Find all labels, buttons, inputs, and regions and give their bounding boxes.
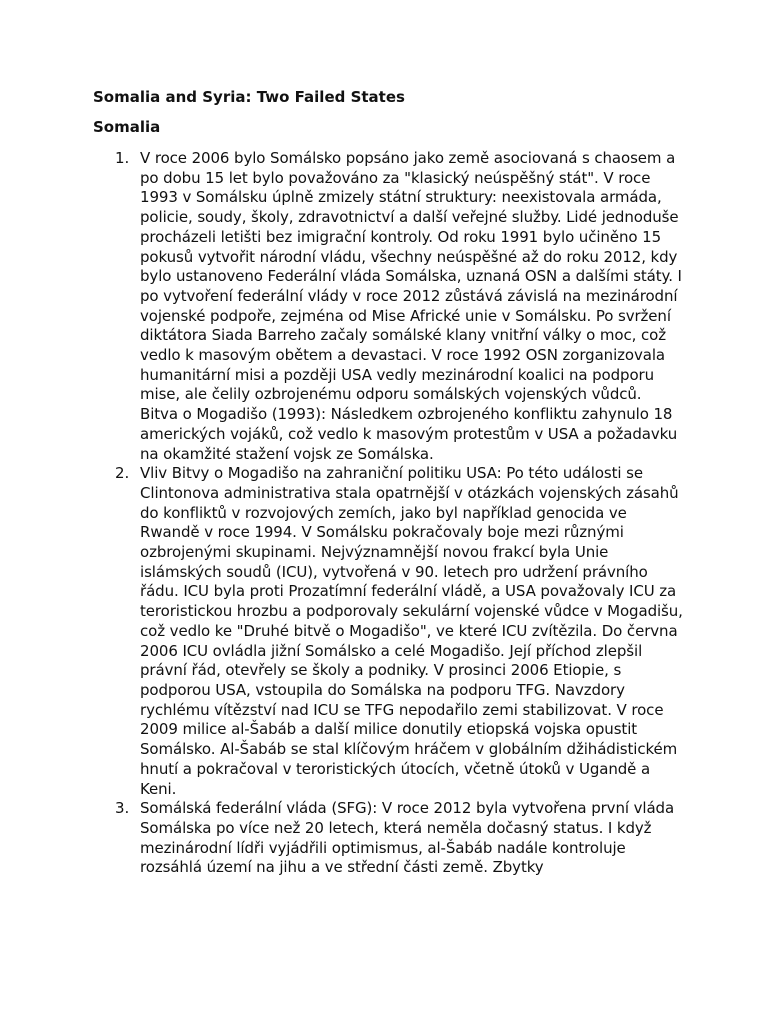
numbered-list — [93, 149, 683, 878]
list-item-text: Vliv Bitvy o Mogadišo na zahraniční politiku USA: Po této události se Clintonova administrativa stala opatrnější v otázkách vojenských zásahů do konfliktů v rozvojových zemích, jako byl například genocida ve Rwandě v roce 1994. V Somálsku pokračovaly boje mezi různými ozbrojenými skupinami. Nejvýznamnější novou frakcí byla Unie islámských soudů (ICU), vytvořená v 90. letech pro udržení právního řádu. ICU byla proti Prozatímní federální vládě, a USA považovaly ICU za teroristickou hrozbu a podporovaly sekulární vojenské vůdce v Mogadišu, což vedlo ke "Druhé bitvě o Mogadišo", ve které ICU zvítězila. Do června 2006 ICU ovládla jižní Somálsko a celé Mogadišo. Její příchod zlepšil právní řád, otevřely se školy a podniky. V prosinci 2006 Etiopie, s podporou USA, vstoupila do Somálska na podporu TFG. Navzdory rychlému vítězství nad ICU se TFG nepodařilo zemi stabilizovat. V roce 2009 milice al-Šabáb a další milice donutily etiopská vojska opustit Somálsko. Al-Šabáb se stal klíčovým hráčem v globálním džihádistickém hnutí a pokračoval v teroristických útocích, včetně útoků v Ugandě a Keni. — [140, 464, 683, 798]
list-item — [93, 149, 683, 464]
document-title: Somalia and Syria: Two Failed States — [93, 88, 405, 106]
list-item — [93, 464, 683, 799]
list-item-number: 1. — [115, 149, 130, 167]
list-item-text: Somálská federální vláda (SFG): V roce 2012 byla vytvořena první vláda Somálska po více než 20 letech, která neměla dočasný status. I když mezinárodní lídři vyjádřili optimismus, al-Šabáb nadále kontroluje rozsáhlá území na jihu a ve střední části země. Zbytky — [140, 799, 675, 877]
list-item-text: V roce 2006 bylo Somálsko popsáno jako země asociovaná s chaosem a po dobu 15 let bylo považováno za "klasický neúspěšný stát". V roce 1993 v Somálsku úplně zmizely státní struktury: neexistovala armáda, policie, soudy, školy, zdravotnictví a další veřejné služby. Lidé jednoduše procházeli letišti bez imigrační kontroly. Od roku 1991 bylo učiněno 15 pokusů vytvořit národní vládu, všechny neúspěšné až do roku 2012, kdy bylo ustanoveno Federální vláda Somálska, uznaná OSN a dalšími státy. I po vytvoření federální vlády v roce 2012 zůstává závislá na mezinárodní vojenské podpoře, zejména od Mise Africké unie v Somálsku. Po svržení diktátora Siada Barreho začaly somálské klany vnitřní války o moc, což vedlo k masovým obětem a devastaci. V roce 1992 OSN zorganizovala humanitární misi a později USA vedly mezinárodní koalici na podporu mise, ale čelily ozbrojenému odporu somálských vojenských vůdců. Bitva o Mogadišo (1993): Následkem ozbrojeného konfliktu zahynulo 18 amerických vojáků, což vedlo k masovým protestům v USA a požadavku na okamžité stažení vojsk ze Somálska. — [140, 149, 682, 463]
list-item-number: 3. — [115, 799, 130, 818]
section-heading-somalia: Somalia — [93, 118, 161, 136]
list-item-number: 2. — [115, 464, 130, 483]
list-item — [93, 799, 683, 878]
